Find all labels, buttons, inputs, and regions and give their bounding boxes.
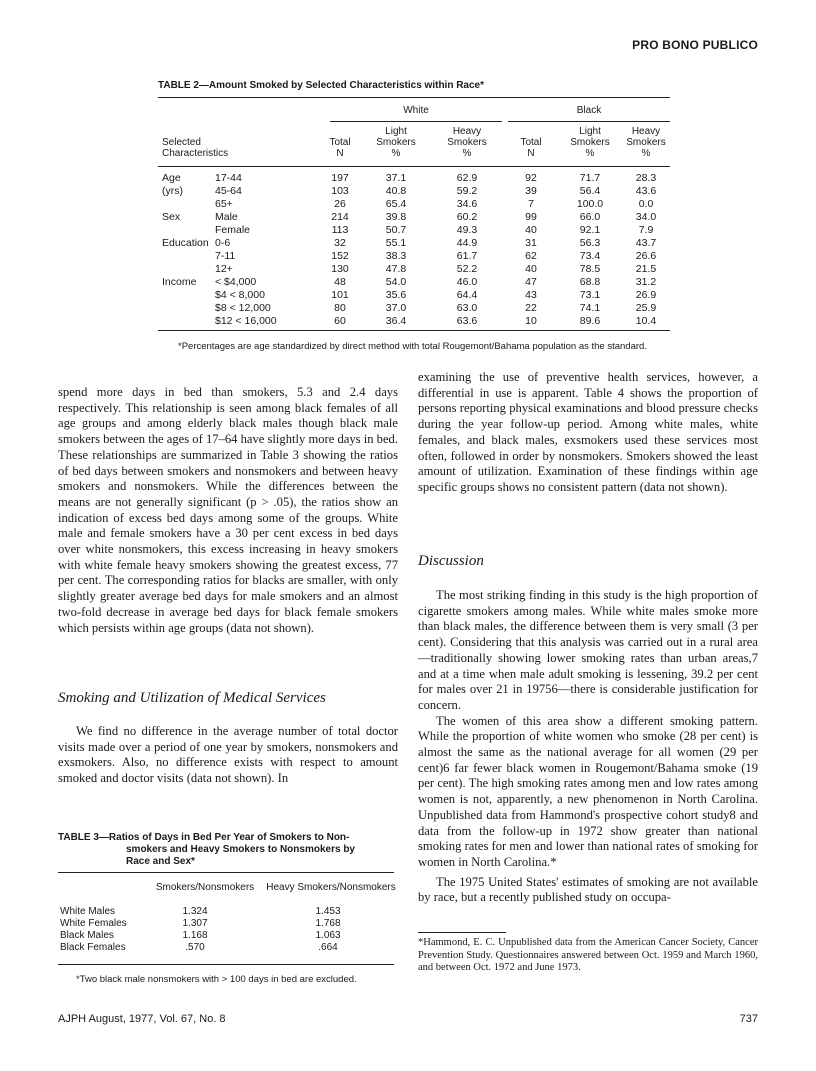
- table2-cell: 39.8: [385, 211, 407, 223]
- table2-header-white-total: [318, 137, 362, 159]
- table3-footnote: *Two black male nonsmokers with > 100 days in bed are excluded.: [76, 974, 357, 985]
- table2-cell: 73.1: [579, 289, 601, 301]
- table2-row-sub-label: $12 < 16,000: [215, 315, 277, 327]
- table2-bottom-rule: [158, 330, 670, 331]
- header-line: Total: [329, 137, 351, 148]
- header-line: %: [585, 148, 595, 159]
- table2-cell: 56.3: [579, 237, 601, 249]
- table3-header-smokers: Smokers/Nonsmokers: [155, 882, 255, 893]
- table2-group-white: White: [403, 105, 429, 116]
- section-heading-discussion: Discussion: [418, 553, 484, 569]
- table3-caption-line2: smokers and Heavy Smokers to Nonsmokers by: [126, 844, 355, 855]
- table2-cell: 214: [331, 211, 349, 223]
- header-line: Light: [579, 126, 601, 137]
- table2-header-rule: [158, 166, 670, 167]
- table2-header-characteristics-line2: Characteristics: [162, 148, 229, 159]
- table2-header-white-heavy: [440, 126, 494, 159]
- table2-row-sub-label: 7-11: [215, 250, 236, 262]
- table2-cell: 40.8: [385, 185, 407, 197]
- table3-caption: [58, 832, 398, 868]
- table2-cell: 62: [525, 250, 537, 262]
- table2-row-sub-label: 17-44: [215, 172, 242, 184]
- table2-cell: 152: [331, 250, 349, 262]
- right-column-text: [418, 370, 758, 496]
- table2-cell: 71.7: [579, 172, 601, 184]
- table2-cell: 65.4: [385, 198, 407, 210]
- table2-row-group-label: Income: [162, 276, 197, 288]
- table2-cell: 49.3: [456, 224, 478, 236]
- table2-cell: 60: [334, 315, 346, 327]
- table2-cell: 31.2: [635, 276, 657, 288]
- table2-row-group-label: Age: [162, 172, 181, 184]
- table2-top-rule: [158, 97, 670, 98]
- table2-cell: 66.0: [579, 211, 601, 223]
- table3-cell-smokers: 1.324: [182, 906, 208, 917]
- table2-cell: 59.2: [456, 185, 478, 197]
- table2-cell: 101: [331, 289, 349, 301]
- header-line: Heavy: [452, 126, 482, 137]
- header-line: Heavy: [631, 126, 661, 137]
- table2-cell: 38.3: [385, 250, 407, 262]
- table3-cell-smokers: 1.307: [182, 918, 208, 929]
- table2-header-black-light: [564, 126, 616, 159]
- table3-caption-line3: Race and Sex*: [126, 856, 195, 867]
- table2-cell: 46.0: [456, 276, 478, 288]
- table2-cell: 34.6: [456, 198, 478, 210]
- table2-cell: 26.9: [635, 289, 657, 301]
- header-line: Smokers: [447, 137, 487, 148]
- table3-row-label: White Females: [60, 918, 127, 929]
- running-head: PRO BONO PUBLICO: [632, 38, 758, 52]
- table2-cell: 26.6: [635, 250, 657, 262]
- table2-footnote: *Percentages are age standardized by direct method with total Rougemont/Bahama population as the standard.: [178, 341, 647, 352]
- table2-row-sub-label: 12+: [215, 263, 233, 275]
- header-line: Light: [385, 126, 407, 137]
- table2-row-group-label: (yrs): [162, 185, 183, 197]
- table2-cell: 43.7: [635, 237, 657, 249]
- paragraph: The most striking finding in this study is the high proportion of cigarette smokers among males. While white males smoke more than black males, the difference between them is very small (3 per cent). Considering that this analysis was carried out in a rural area—traditionally showing lower smoking rates than urban areas,7 and at a time when male adult smoking is lessening, 39.2 per cent for males over 21 in 19756—there is considerable justification for concern.: [418, 588, 758, 712]
- table2-group-black-rule: [508, 121, 670, 122]
- table2-cell: 43: [525, 289, 537, 301]
- table2-cell: 113: [331, 224, 349, 236]
- table2-header-white-light: [370, 126, 422, 159]
- table2-cell: 54.0: [385, 276, 407, 288]
- footnote-hammond: *Hammond, E. C. Unpublished data from the American Cancer Society, Cancer Prevention Study. Questionnaires answered between Oct. 1959 and March 1960, and between Oct. 1972 and June 1973.: [418, 937, 758, 973]
- table2-header-black-total: [508, 137, 554, 159]
- table2-row-group-label: Education: [162, 237, 209, 249]
- table2-cell: 56.4: [579, 185, 601, 197]
- table2-row-sub-label: Male: [215, 211, 238, 223]
- table2-cell: 31: [525, 237, 537, 249]
- table2-cell: 62.9: [456, 172, 478, 184]
- table2-cell: 89.6: [579, 315, 601, 327]
- header-line: Smokers: [376, 137, 416, 148]
- header-line: N: [336, 148, 344, 159]
- table2-cell: 78.5: [579, 263, 601, 275]
- table2-group-white-rule: [330, 121, 502, 122]
- page-number: 737: [739, 1013, 758, 1025]
- table2-cell: 10: [525, 315, 537, 327]
- table2-cell: 40: [525, 263, 537, 275]
- table2-row-sub-label: $8 < 12,000: [215, 302, 271, 314]
- table2-cell: 37.0: [385, 302, 407, 314]
- table2-row-sub-label: $4 < 8,000: [215, 289, 265, 301]
- right-column-text-2: [418, 588, 758, 906]
- header-line: Smokers: [626, 137, 666, 148]
- table2-cell: 73.4: [579, 250, 601, 262]
- table2-row-group-label: Sex: [162, 211, 181, 223]
- table2-cell: 44.9: [456, 237, 478, 249]
- table3-caption-line1: TABLE 3—Ratios of Days in Bed Per Year of Smokers to Non-: [58, 832, 350, 843]
- table2-cell: 36.4: [385, 315, 407, 327]
- table2-cell: 10.4: [635, 315, 657, 327]
- table3-bottom-rule: [58, 964, 394, 965]
- journal-citation: AJPH August, 1977, Vol. 67, No. 8: [58, 1013, 226, 1025]
- table2-cell: 92: [525, 172, 537, 184]
- table2-caption: TABLE 2—Amount Smoked by Selected Characteristics within Race*: [158, 80, 485, 91]
- header-line: Smokers: [570, 137, 610, 148]
- table2-cell: 55.1: [385, 237, 407, 249]
- table3-row-label: Black Males: [60, 930, 114, 941]
- table2-cell: 39: [525, 185, 537, 197]
- table2-cell: 26: [334, 198, 346, 210]
- header-line: %: [462, 148, 472, 159]
- header-line: %: [641, 148, 651, 159]
- table2-cell: 64.4: [456, 289, 478, 301]
- table2-header-characteristics-line1: Selected: [162, 137, 201, 148]
- table2-cell: 25.9: [635, 302, 657, 314]
- table2-cell: 100.0: [576, 198, 604, 210]
- table2-cell: 47.8: [385, 263, 407, 275]
- left-column-text: [58, 385, 398, 636]
- table3-row-label: Black Females: [60, 942, 126, 953]
- footnote-rule: [418, 932, 506, 933]
- left-column-text-2: [58, 724, 398, 787]
- table2-cell: 99: [525, 211, 537, 223]
- table2-row-sub-label: 65+: [215, 198, 233, 210]
- paragraph: spend more days in bed than smokers, 5.3 and 2.4 days respectively. This relationship is seen among black females of all age groups and among elderly black males though black male smokers between the ages of 17–64 have slightly more days in bed. These relationships are summarized in Table 3 showing the ratios of bed days between smokers and nonsmokers and between heavy smokers and nonsmokers. While the differences between the means are not generally significant (p > .05), the ratios show an indication of excess bed days among some of the groups. White male and female smokers have a 30 per cent excess in bed days over white nonsmokers, this excess increasing in heavy smokers with white female heavy smokers showing the greatest excess, 77 per cent. The corresponding ratios for blacks are smaller, with only slightly greater average bed days for male smokers and an almost two-fold decrease in average bed days for black female smokers which persists within age groups (data not shown).: [58, 385, 398, 635]
- table2-cell: 7: [528, 198, 534, 210]
- table2-cell: 43.6: [635, 185, 657, 197]
- table2-cell: 74.1: [579, 302, 601, 314]
- table3-cell-heavy: 1.768: [315, 918, 341, 929]
- table3-row-label: White Males: [60, 906, 116, 917]
- table2-cell: 40: [525, 224, 537, 236]
- paragraph: The 1975 United States' estimates of smoking are not available by race, but a recently published study on occupa-: [418, 874, 758, 905]
- table3-header-heavy: Heavy Smokers/Nonsmokers: [266, 882, 396, 893]
- table2-cell: 28.3: [635, 172, 657, 184]
- table3-cell-heavy: 1.453: [315, 906, 341, 917]
- table2-cell: 35.6: [385, 289, 407, 301]
- table2-row-sub-label: 0-6: [215, 237, 231, 249]
- table3-cell-heavy: .664: [318, 942, 338, 953]
- table3-cell-smokers: .570: [185, 942, 205, 953]
- paragraph: examining the use of preventive health services, however, a differential in use is apparent. Table 4 shows the proportion of persons reporting physical examinations and blood pressure checks during the year follow-up period. Among white males, white females, and black males, exsmokers used these services most often, followed in order by nonsmokers. Smokers showed the least amount of utilization. Examination of these findings within age specific groups shows no consistent pattern (data not shown).: [418, 370, 758, 494]
- table2-cell: 48: [334, 276, 346, 288]
- table2-cell: 32: [334, 237, 346, 249]
- table2-cell: 61.7: [456, 250, 478, 262]
- header-line: Total: [520, 137, 542, 148]
- table3-top-rule: [58, 872, 394, 873]
- table2-cell: 0.0: [638, 198, 654, 210]
- table2-cell: 63.6: [456, 315, 478, 327]
- table2-row-sub-label: 45-64: [215, 185, 242, 197]
- table2-cell: 22: [525, 302, 537, 314]
- paragraph: We find no difference in the average number of total doctor visits made over a period of one year by smokers, nonsmokers and exsmokers. Also, no difference exists with respect to amount smoked and doctor visits (data not shown). In: [58, 724, 398, 786]
- table2-cell: 60.2: [456, 211, 478, 223]
- table2-group-black: Black: [576, 105, 602, 116]
- section-heading-utilization: Smoking and Utilization of Medical Services: [58, 690, 326, 706]
- table3-cell-smokers: 1.168: [182, 930, 208, 941]
- table2-cell: 68.8: [579, 276, 601, 288]
- header-line: %: [391, 148, 401, 159]
- table2-cell: 103: [331, 185, 349, 197]
- table2-cell: 47: [525, 276, 537, 288]
- table2-cell: 130: [331, 263, 349, 275]
- table2-cell: 37.1: [385, 172, 407, 184]
- header-line: N: [527, 148, 535, 159]
- table2-row-sub-label: Female: [215, 224, 251, 236]
- paragraph: The women of this area show a different smoking pattern. While the proportion of white women who smoke (28 per cent) is almost the same as the national average for all women (29 per cent)6 far fewer black women in Rougemont/Bahama smoke (19 per cent). The high smoking rates among men and low rates among women is not, apparently, a new phenomenon in North Carolina. Unpublished data from Hammond's prospective cohort study8 and data from the follow-up in 1972 show greater than national smoking rates for men and lower than national rates of smoking for women in North Carolina.*: [418, 713, 758, 869]
- table3-cell-heavy: 1.063: [315, 930, 341, 941]
- table2-header-black-heavy: [622, 126, 670, 159]
- table2-cell: 63.0: [456, 302, 478, 314]
- table2-cell: 34.0: [635, 211, 657, 223]
- table2-cell: 80: [334, 302, 346, 314]
- table2-cell: 52.2: [456, 263, 478, 275]
- table2-cell: 50.7: [385, 224, 407, 236]
- table2-cell: 7.9: [638, 224, 654, 236]
- table2-cell: 21.5: [635, 263, 657, 275]
- table2-header-characteristics: [162, 137, 228, 159]
- table2-cell: 92.1: [579, 224, 601, 236]
- table2-row-sub-label: < $4,000: [215, 276, 257, 288]
- table2-cell: 197: [331, 172, 349, 184]
